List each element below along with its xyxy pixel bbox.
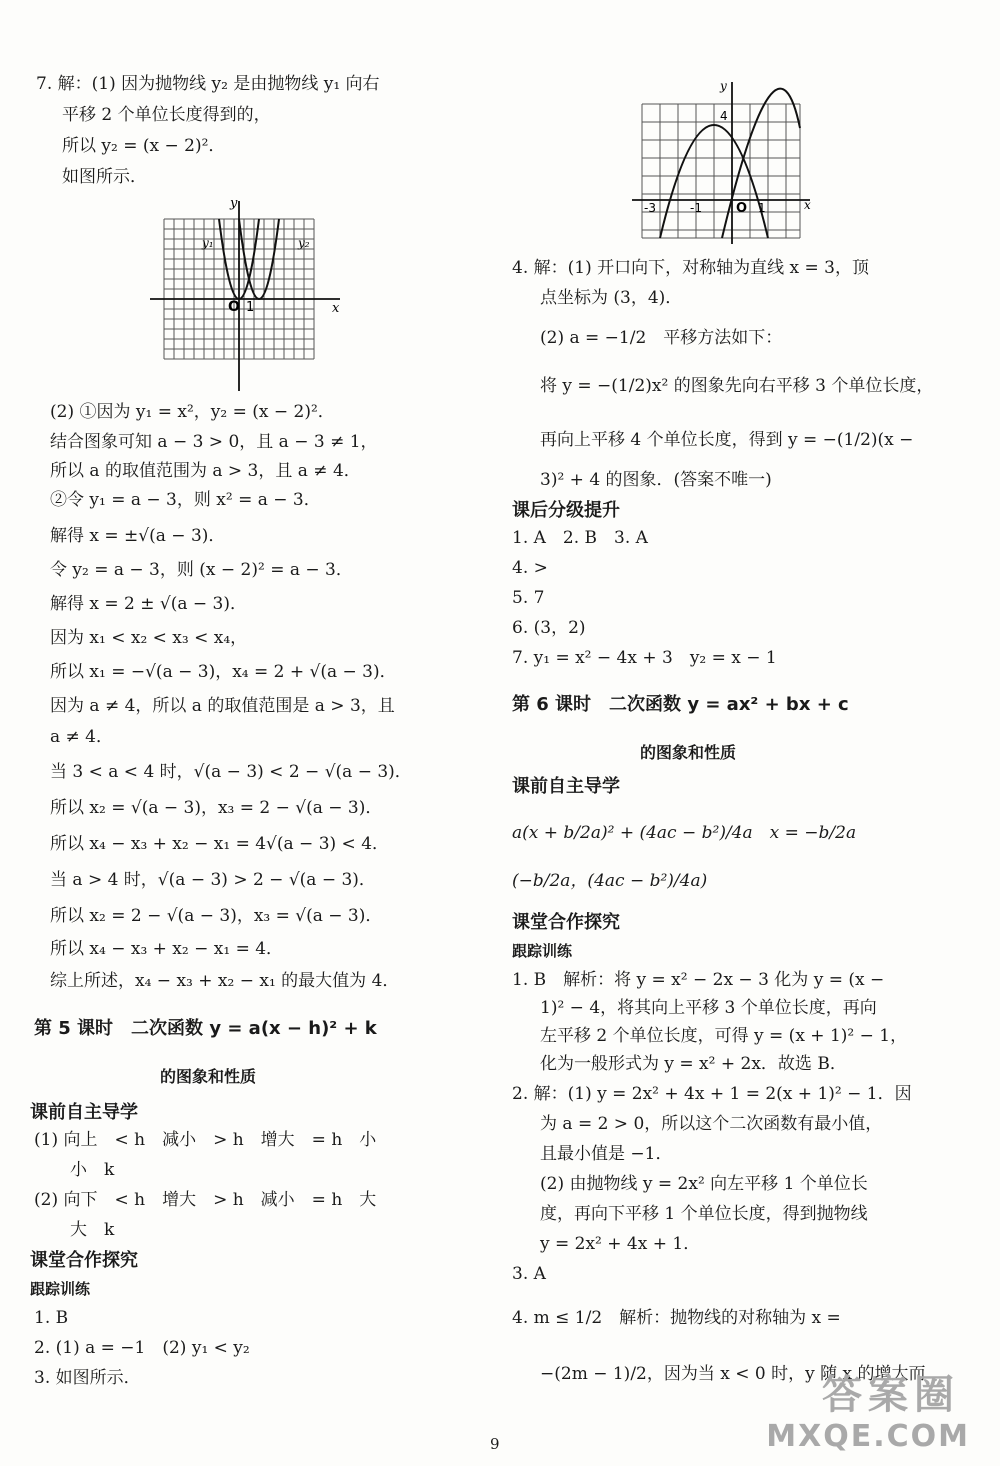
left-line-10: 令 y₂ = a − 3，则 (x − 2)² = a − 3． xyxy=(50,560,353,580)
left-line-9: 解得 x = ±√(a − 3)． xyxy=(50,526,226,546)
lesson5-subtitle: 的图象和性质 xyxy=(160,1067,257,1086)
graph2-tick-m3: -3 xyxy=(644,201,656,215)
right-line-1: 4. 解：(1) 开口向下，对称轴为直线 x = 3，顶 xyxy=(512,258,869,278)
lesson5-track-2: 2. (1) a = −1 (2) y₁ < y₂ xyxy=(34,1338,250,1358)
graph1-x-label: x xyxy=(332,301,340,316)
lesson6-formula-2: (−b/2a，(4ac − b²)/4a) xyxy=(512,871,708,891)
watermark-url: MXQE.COM xyxy=(766,1419,970,1454)
graph2-tick-1: 1 xyxy=(758,201,766,215)
left-line-15: a ≠ 4． xyxy=(50,727,114,747)
answer-4: 6. (3，2) xyxy=(512,618,586,638)
right-line-6: 3)² + 4 的图象．(答案不唯一) xyxy=(540,470,772,490)
left-line-17: 所以 x₂ = √(a − 3)，x₃ = 2 − √(a − 3)． xyxy=(50,798,383,818)
answer-1: 1. A 2. B 3. A xyxy=(512,528,648,548)
left-line-12: 因为 x₁ < x₂ < x₃ < x₄， xyxy=(50,628,248,648)
left-line-19: 当 a > 4 时，√(a − 3) > 2 − √(a − 3)． xyxy=(50,870,376,890)
left-line-22: 综上所述，x₄ − x₃ + x₂ − x₁ 的最大值为 4． xyxy=(50,971,400,991)
left-line-20: 所以 x₂ = 2 − √(a − 3)，x₃ = √(a − 3)． xyxy=(50,906,383,926)
lesson6-track-1: 1. B 解析：将 y = x² − 2x − 3 化为 y = (x − xyxy=(512,970,885,990)
lesson6-track-2: 1)² − 4，将其向上平移 3 个单位长度，再向 xyxy=(540,998,877,1018)
after-class-heading: 课后分级提升 xyxy=(512,500,620,521)
lesson5-pre-class: 课前自主导学 xyxy=(30,1102,138,1123)
lesson6-track-9: 度，再向下平移 1 个单位长度，得到抛物线 xyxy=(540,1204,868,1224)
lesson5-tracking: 跟踪训练 xyxy=(30,1280,91,1298)
right-line-2: 点坐标为 (3，4)． xyxy=(540,288,683,308)
left-line-13: 所以 x₁ = −√(a − 3)，x₄ = 2 + √(a − 3)． xyxy=(50,662,397,682)
answer-5: 7. y₁ = x² − 4x + 3 y₂ = x − 1 xyxy=(512,648,777,668)
lesson6-tracking: 跟踪训练 xyxy=(512,942,573,960)
lesson6-title: 第 6 课时 二次函数 y = ax² + bx + c xyxy=(512,694,849,715)
lesson6-formula-1: a(x + b/2a)² + (4ac − b²)/4a x = −b/2a xyxy=(512,823,857,843)
lesson6-track-6: 为 a = 2 > 0，所以这个二次函数有最小值， xyxy=(540,1114,883,1134)
graph2-tick-m1: -1 xyxy=(690,201,702,215)
lesson6-in-class: 课堂合作探究 xyxy=(512,912,620,933)
watermark-logo: 答案圈 xyxy=(822,1372,960,1418)
graph1-origin: O xyxy=(228,299,240,315)
left-line-4: 如图所示． xyxy=(62,167,147,187)
lesson5-in-class: 课堂合作探究 xyxy=(30,1250,138,1271)
left-line-16: 当 3 < a < 4 时，√(a − 3) < 2 − √(a − 3)． xyxy=(50,762,412,782)
lesson6-track-3: 左平移 2 个单位长度，可得 y = (x + 1)² − 1， xyxy=(540,1026,908,1046)
lesson5-pre-line-2: 小 k xyxy=(70,1160,115,1180)
graph1-y1-label: y₁ xyxy=(202,236,214,250)
left-line-14: 因为 a ≠ 4，所以 a 的取值范围是 a > 3，且 xyxy=(50,696,395,716)
right-line-5: 再向上平移 4 个单位长度，得到 y = −(1/2)(x − xyxy=(540,430,914,450)
graph2-y-label: y xyxy=(720,79,727,93)
graph1-y2-label: y₂ xyxy=(298,236,310,250)
parabola-graph-1 xyxy=(148,195,348,395)
lesson6-track-4: 化为一般形式为 y = x² + 2x．故选 B． xyxy=(540,1054,847,1074)
left-line-5: (2) ①因为 y₁ = x²，y₂ = (x − 2)²． xyxy=(50,402,335,422)
right-line-3: (2) a = −1/2 平移方法如下： xyxy=(540,328,783,348)
lesson6-subtitle: 的图象和性质 xyxy=(640,743,737,762)
parabola-graph-2 xyxy=(628,76,818,246)
right-line-4: 将 y = −(1/2)x² 的图象先向右平移 3 个单位长度， xyxy=(540,376,934,396)
answer-3: 5. 7 xyxy=(512,588,545,608)
lesson6-track-10: y = 2x² + 4x + 1． xyxy=(540,1234,701,1254)
page-number: 9 xyxy=(490,1435,500,1453)
graph1-y-label: y xyxy=(230,196,238,211)
lesson5-track-3: 3. 如图所示． xyxy=(34,1368,141,1388)
left-line-11: 解得 x = 2 ± √(a − 3)． xyxy=(50,594,248,614)
lesson6-pre-class: 课前自主导学 xyxy=(512,776,620,797)
left-line-7: 所以 a 的取值范围为 a > 3，且 a ≠ 4． xyxy=(50,461,361,481)
lesson6-track-13: −(2m − 1)/2，因为当 x < 0 时，y 随 x 的增大而 xyxy=(540,1364,926,1384)
lesson6-track-8: (2) 由抛物线 y = 2x² 向左平移 1 个单位长 xyxy=(540,1174,868,1194)
left-line-1: 7. 解：(1) 因为抛物线 y₂ 是由抛物线 y₁ 向右 xyxy=(36,74,380,94)
lesson6-track-12: 4. m ≤ 1/2 解析：抛物线的对称轴为 x = xyxy=(512,1308,841,1328)
graph2-origin: O xyxy=(736,201,748,216)
lesson6-track-7: 且最小值是 −1． xyxy=(540,1144,673,1164)
graph2-tick-4: 4 xyxy=(720,109,728,123)
left-line-3: 所以 y₂ = (x − 2)²． xyxy=(62,136,226,156)
left-line-18: 所以 x₄ − x₃ + x₂ − x₁ = 4√(a − 3) < 4． xyxy=(50,834,390,854)
graph2-x-label: x xyxy=(804,198,811,212)
left-line-2: 平移 2 个单位长度得到的， xyxy=(62,105,271,125)
lesson5-title: 第 5 课时 二次函数 y = a(x − h)² + k xyxy=(34,1018,377,1039)
lesson6-track-11: 3. A xyxy=(512,1264,546,1284)
answer-2: 4. > xyxy=(512,558,548,578)
lesson6-track-5: 2. 解：(1) y = 2x² + 4x + 1 = 2(x + 1)² − 1．因 xyxy=(512,1084,912,1104)
graph1-tick-1: 1 xyxy=(246,300,255,315)
lesson5-pre-line-4: 大 k xyxy=(70,1220,115,1240)
lesson5-pre-line-3: (2) 向下 < h 增大 > h 减小 = h 大 xyxy=(34,1190,377,1210)
left-line-6: 结合图象可知 a − 3 > 0，且 a − 3 ≠ 1， xyxy=(50,432,378,452)
left-line-21: 所以 x₄ − x₃ + x₂ − x₁ = 4． xyxy=(50,939,284,959)
lesson5-pre-line-1: (1) 向上 < h 减小 > h 增大 = h 小 xyxy=(34,1130,377,1150)
left-line-8: ②令 y₁ = a − 3，则 x² = a − 3． xyxy=(50,490,321,510)
lesson5-track-1: 1. B xyxy=(34,1308,69,1328)
